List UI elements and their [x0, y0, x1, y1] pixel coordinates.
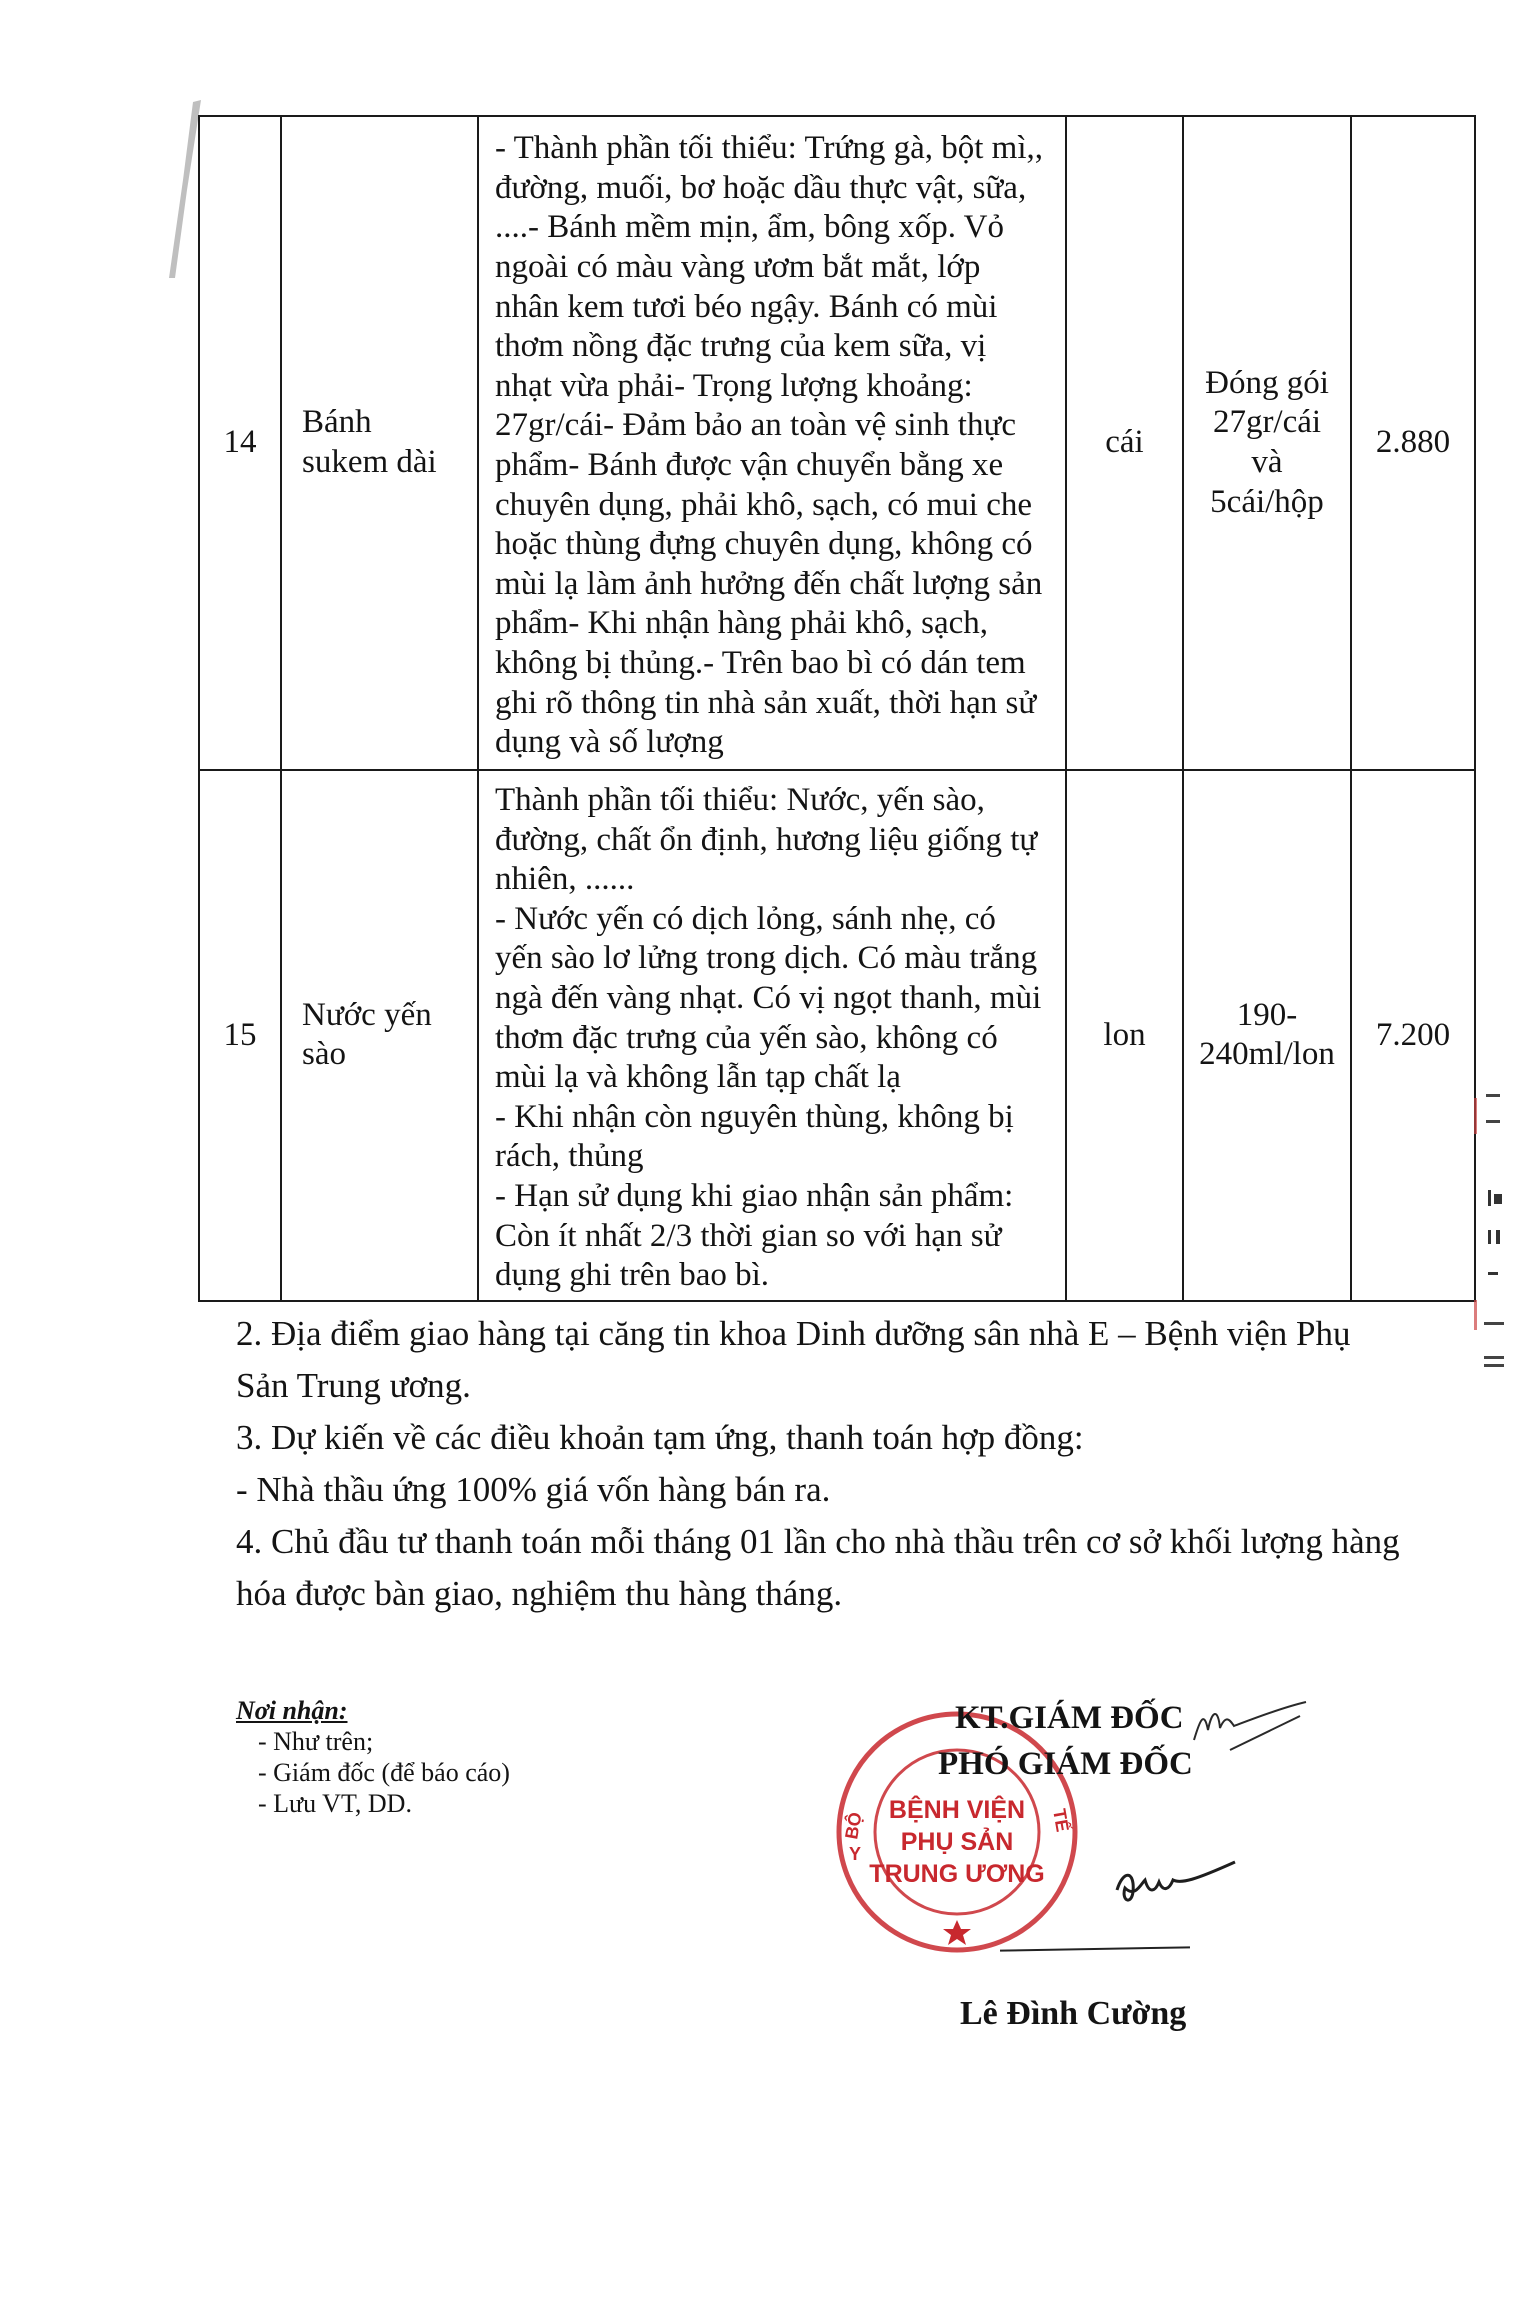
scan-edge-artifacts: [1468, 1090, 1508, 1390]
product-unit: cái: [1066, 116, 1183, 770]
delivery-location-line-1: 2. Địa điểm giao hàng tại căng tin khoa Dinh dưỡng sân nhà E – Bệnh viện Phụ: [236, 1314, 1351, 1353]
product-description: - Thành phần tối thiểu: Trứng gà, bột mì,, đường, muối, bơ hoặc dầu thực vật, sữa, ....- Bánh mềm mịn, ẩm, bông xốp. Vỏ ngoài có màu vàng ươm bắt mắt, lớp nhân kem tươi béo ngậy. Bánh có mùi thơm nồng đặc trưng của kem sữa, vị nhạt vừa phải- Trọng lượng khoảng: 27gr/cái- Đảm bảo an toàn vệ sinh thực phẩm- Bánh được vận chuyển bằng xe chuyên dụng, phải khô, sạch, có mui che hoặc thùng đựng chuyên dụng, không có mùi lạ làm ảnh hưởng đến chất lượng sản phẩm- Khi nhận hàng phải khô, sạch, không bị thủng.- Trên bao bì có dán tem ghi rõ thông tin nhà sản xuất, thời hạn sử dụng và số lượng: [478, 116, 1066, 770]
delivery-location-line-2: Sản Trung ương.: [236, 1366, 471, 1405]
svg-text:TẾ: TẾ: [1049, 1807, 1073, 1834]
product-unit: lon: [1066, 770, 1183, 1301]
payment-schedule-line-1: 4. Chủ đầu tư thanh toán mỗi tháng 01 lần cho nhà thầu trên cơ sở khối lượng hàng: [236, 1522, 1400, 1561]
recipient-item: - Lưu VT, DD.: [258, 1789, 412, 1818]
handwritten-signature-icon: [1115, 1840, 1245, 1920]
table-row: [199, 770, 1475, 1301]
recipients-heading: Nơi nhận:: [236, 1696, 348, 1725]
svg-text:Y: Y: [849, 1844, 862, 1864]
signature-block: [841, 1700, 1320, 2040]
terms-section: [236, 1308, 1400, 1620]
payment-schedule-line-2: hóa được bàn giao, nghiệm thu hàng tháng.: [236, 1574, 843, 1613]
product-quantity: 2.880: [1351, 116, 1475, 770]
recipient-item: - Như trên;: [258, 1727, 374, 1756]
svg-text:PHỤ SẢN: PHỤ SẢN: [900, 1828, 1014, 1856]
product-quantity: 7.200: [1351, 770, 1475, 1301]
product-description: Thành phần tối thiểu: Nước, yến sào, đường, chất ổn định, hương liệu giống tự nhiên, ...... - Nước yến có dịch lỏng, sánh nhẹ, có yến sào lơ lửng trong dịch. Có màu trắng ngà đến vàng nhạt. Có vị ngọt thanh, mùi thơm đặc trưng của yến sào, không có mùi lạ và không lẫn tạp chất lạ - Khi nhận còn nguyên thùng, không bị rách, thủng - Hạn sử dụng khi giao nhận sản phẩm: Còn ít nhất 2/3 thời gian so với hạn sử dụng ghi trên bao bì.: [478, 770, 1066, 1301]
signer-title-2: PHÓ GIÁM ĐỐC: [938, 1746, 1193, 1782]
table-row: [199, 116, 1475, 770]
product-spec-table: [198, 115, 1476, 1302]
product-packaging: 190- 240ml/lon: [1183, 770, 1351, 1301]
product-name: Bánh sukem dài: [281, 116, 478, 770]
svg-text:TRUNG ƯƠNG: TRUNG ƯƠNG: [869, 1860, 1045, 1888]
row-number: 14: [199, 116, 281, 770]
signer-name: Lê Đình Cường: [960, 1995, 1187, 2032]
payment-terms-item: - Nhà thầu ứng 100% giá vốn hàng bán ra.: [236, 1470, 831, 1509]
row-number: 15: [199, 770, 281, 1301]
payment-terms-heading: 3. Dự kiến về các điều khoản tạm ứng, thanh toán hợp đồng:: [236, 1418, 1084, 1457]
svg-text:BỘ: BỘ: [841, 1810, 866, 1841]
product-name: Nước yến sào: [281, 770, 478, 1301]
initials-signature-icon: [1190, 1700, 1310, 1760]
recipients-block: [236, 1695, 510, 1819]
product-packaging: Đóng gói 27gr/cái và 5cái/hộp: [1183, 116, 1351, 770]
signer-title-1: KT.GIÁM ĐỐC: [955, 1700, 1184, 1736]
svg-text:BỆNH VIỆN: BỆNH VIỆN: [888, 1796, 1026, 1824]
recipient-item: - Giám đốc (để báo cáo): [258, 1758, 510, 1787]
